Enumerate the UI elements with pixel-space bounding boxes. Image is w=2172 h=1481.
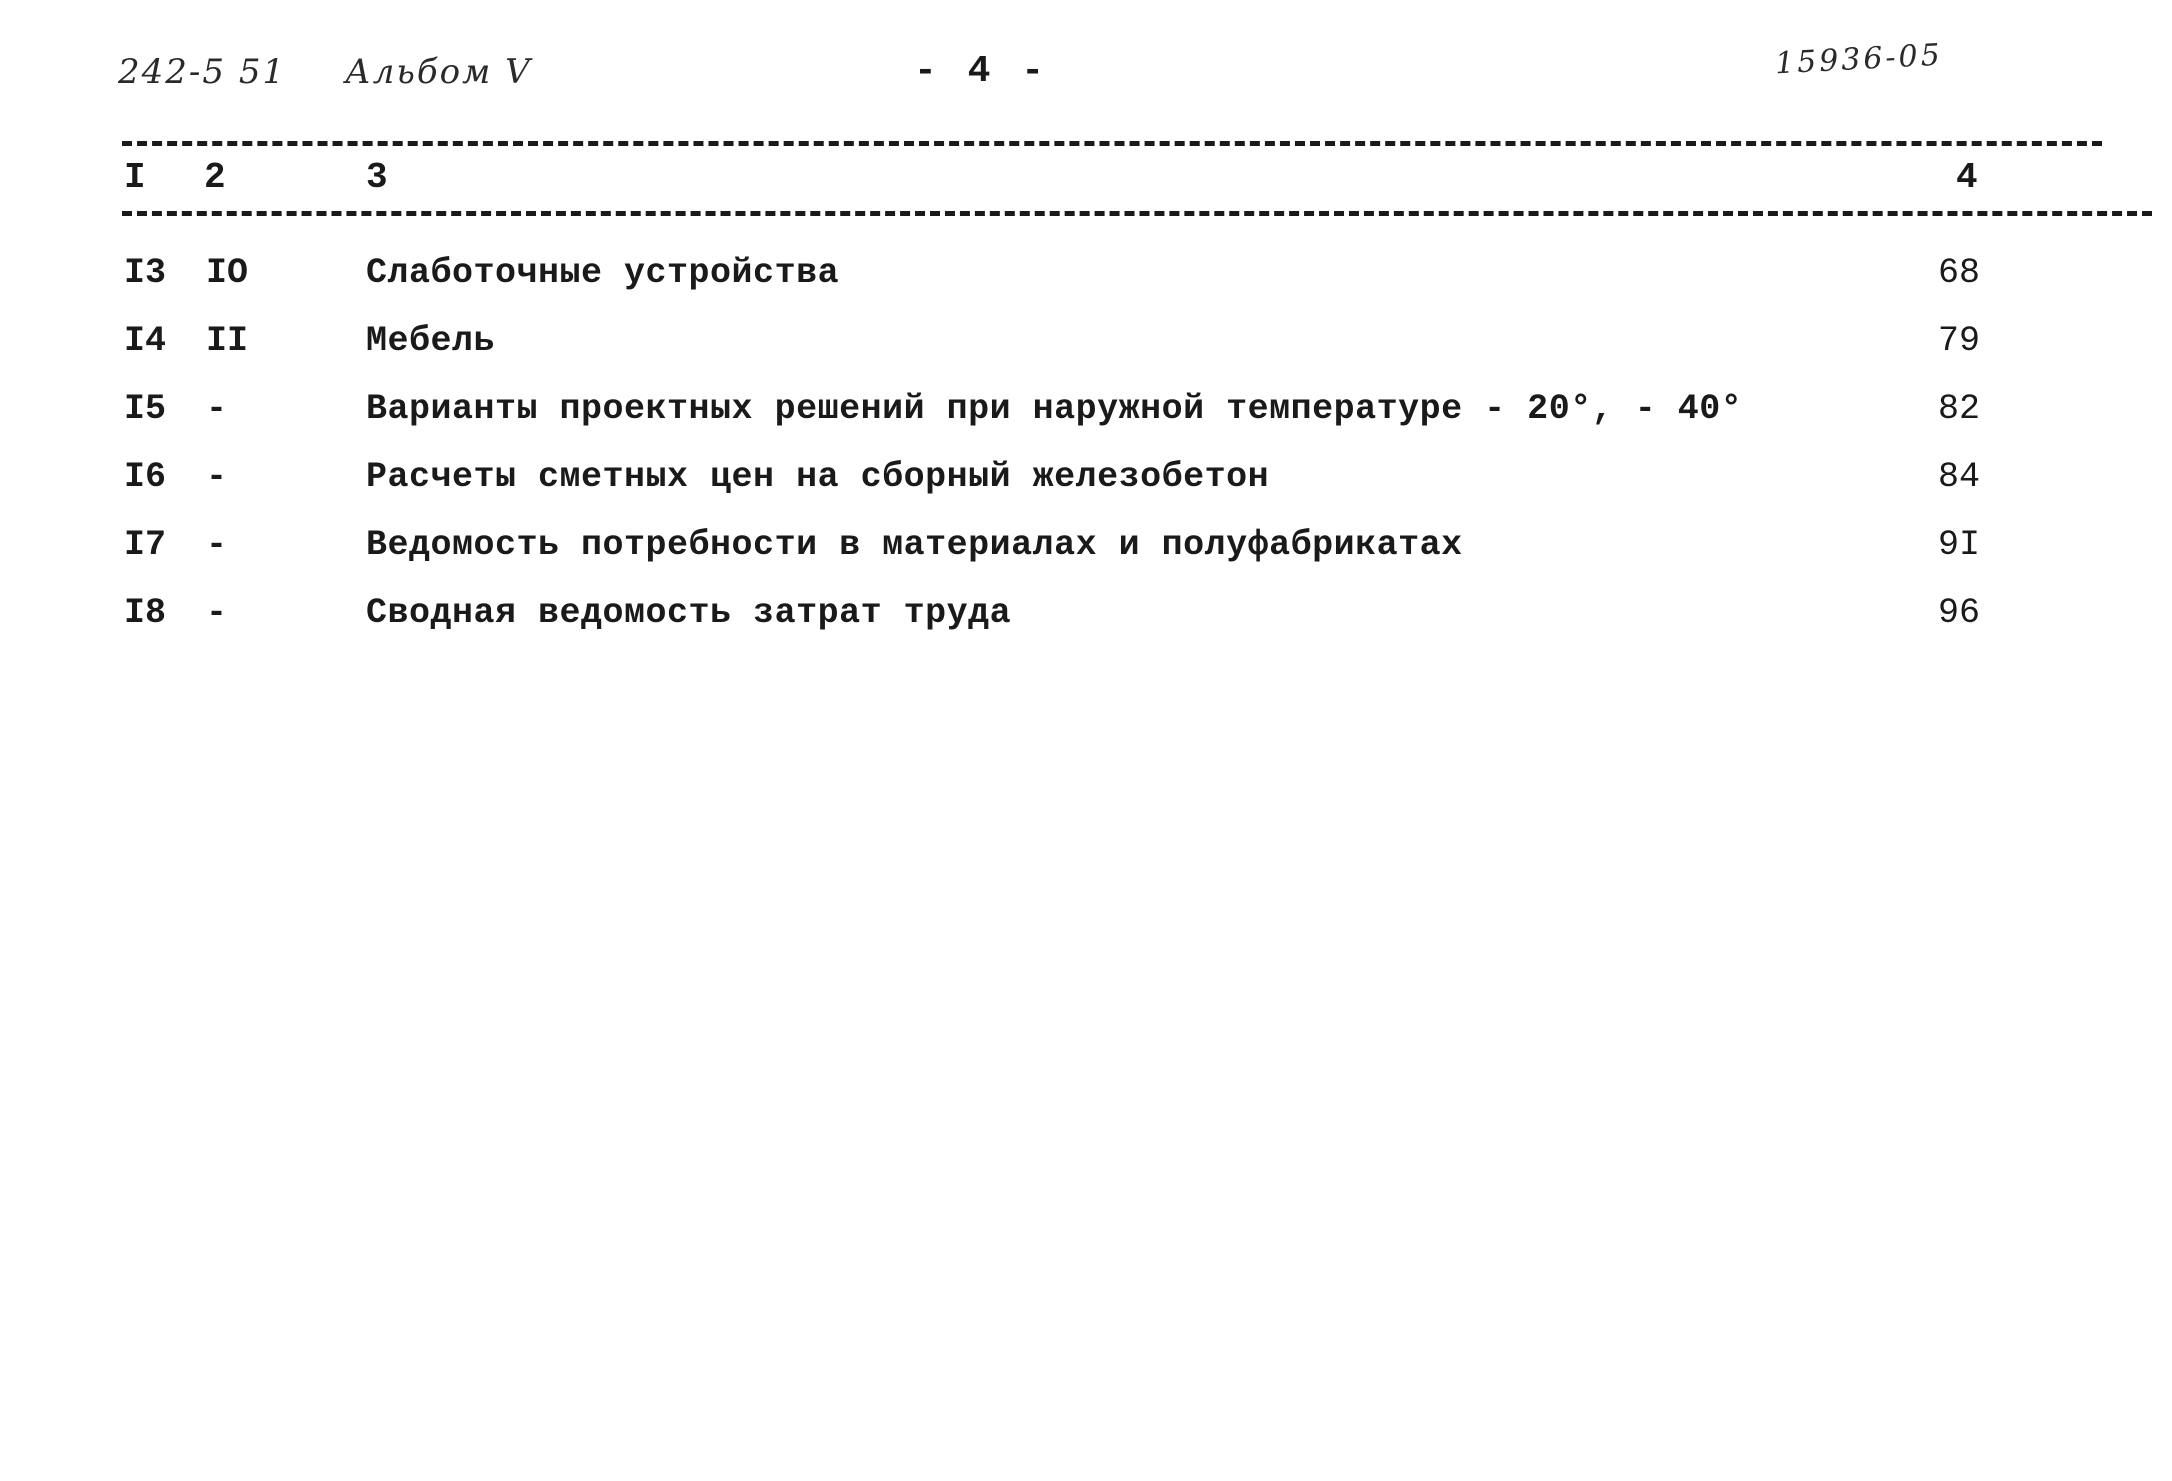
album-label: Альбом V [345,52,532,92]
row-page: 96 [1938,593,1981,633]
row-section: - [206,525,228,565]
row-number: I6 [124,457,167,497]
table-row [0,593,2172,661]
row-page: 82 [1938,389,1981,429]
column-header-2: 2 [204,157,226,198]
row-section: - [206,389,228,429]
row-number: I5 [124,389,167,429]
row-section: - [206,457,228,497]
row-page: 84 [1938,457,1981,497]
row-title: Ведомость потребности в материалах и полуфабрикатах [366,525,1463,565]
row-section: II [206,321,249,361]
row-number: I3 [124,253,167,293]
column-header-1: I [124,157,146,198]
row-section: - [206,593,228,633]
table-row [0,253,2172,321]
row-title: Варианты проектных решений при наружной температуре - 20°, - 40° [366,389,1743,429]
row-page: 79 [1938,321,1981,361]
table-top-rule [122,141,2102,146]
row-number: I4 [124,321,167,361]
row-number: I8 [124,593,167,633]
row-section: IO [206,253,249,293]
page-number: - 4 - [914,50,1049,93]
table-row [0,457,2172,525]
table-row [0,321,2172,389]
row-page: 9I [1938,525,1981,565]
row-page: 68 [1938,253,1981,293]
row-title: Сводная ведомость затрат труда [366,593,1012,633]
row-title: Мебель [366,321,496,361]
contents-table [0,253,2172,661]
row-number: I7 [124,525,167,565]
table-row [0,525,2172,593]
table-header-rule [122,211,2152,216]
row-title: Слаботочные устройства [366,253,840,293]
table-row [0,389,2172,457]
column-header-4: 4 [1956,157,1978,198]
row-title: Расчеты сметных цен на сборный железобетон [366,457,1270,497]
document-code: 242-5 51 [118,52,287,92]
column-header-3: 3 [366,157,388,198]
document-number: 15936-05 [1774,37,1944,82]
